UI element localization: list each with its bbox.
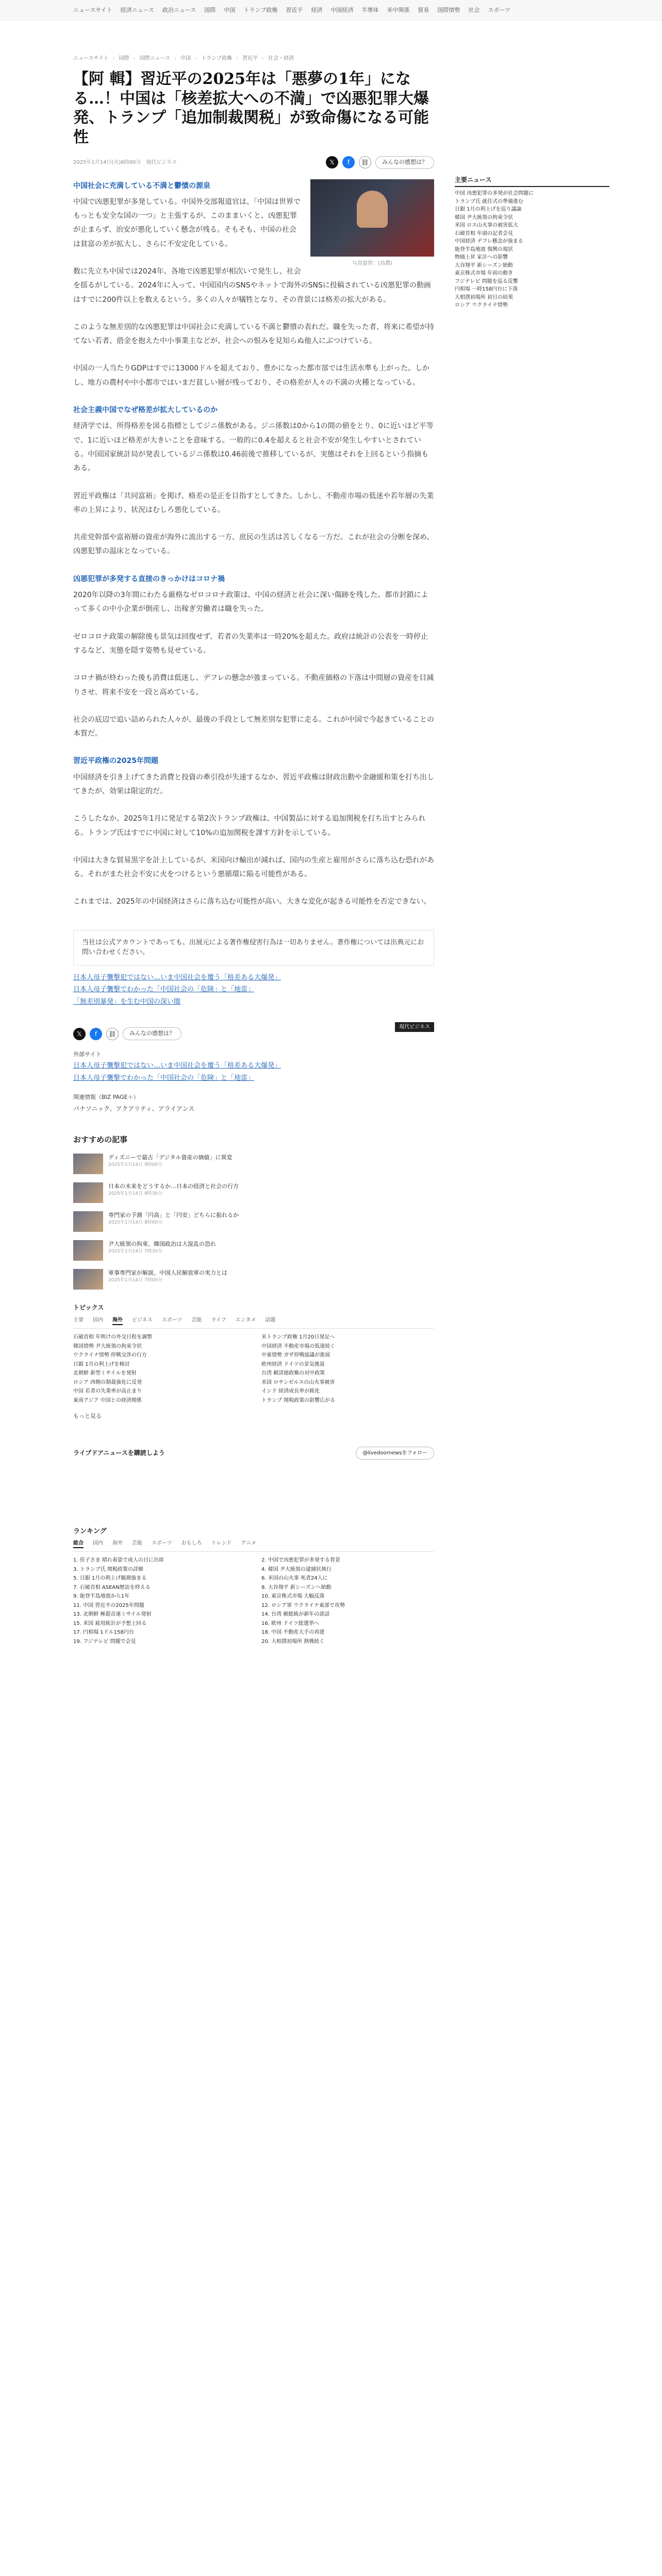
reco-list (73, 1154, 434, 1290)
facebook-share-icon[interactable]: f (342, 156, 355, 168)
breadcrumb-item[interactable]: ニュースサイト (73, 56, 109, 61)
section-heading: 凶悪犯罪が多発する直接のきっかけはコロナ禍 (73, 574, 225, 583)
topic-item[interactable]: 中東情勢 ガザ停戦協議が進展 (261, 1352, 330, 1359)
body-paragraph: 習近平政権は「共同富裕」を掲げ、格差の是正を目指すとしてきた。しかし、不動産市場の低迷や若年層の失業率の上昇により、状況はむしろ悪化している。 (73, 492, 434, 514)
ranking-tab[interactable]: 国内 (93, 1540, 103, 1547)
topics-tab[interactable]: 国内 (93, 1317, 103, 1324)
ranking-item[interactable]: 1. 佳子さま 晴れ着姿で成人の日に出席 (73, 1557, 164, 1564)
sidebar-news-item[interactable]: ロシア ウクライナ情勢 (455, 302, 508, 308)
ranking-tabs (73, 1539, 434, 1552)
ranking-item[interactable]: 16. 欧州 ドイツ総選挙へ (261, 1620, 319, 1626)
reco-item[interactable] (73, 1182, 434, 1203)
follow-button[interactable]: @livedoornewsをフォロー (356, 1447, 434, 1460)
sidebar-news-item[interactable]: 中国経済 デフレ懸念が強まる (455, 239, 523, 244)
x-share-icon[interactable]: 𝕏 (73, 1028, 86, 1040)
topics-tab[interactable]: ライフ (211, 1317, 226, 1324)
ranking-tab[interactable]: 海外 (112, 1540, 123, 1547)
breadcrumb-separator: › (133, 56, 136, 61)
sidebar-news-item[interactable]: 東京株式市場 年初の動き (455, 270, 514, 276)
topics-tab[interactable]: エンタメ (235, 1317, 256, 1324)
body-paragraph: 中国は大きな貿易黒字を計上しているが、米国向け輸出が減れば、国内の生産と雇用がさらに落ち込む恐れがある。それがまた社会不安に火をつけるという悪循環に陥る可能性がある。 (73, 856, 434, 879)
top-nav-item[interactable]: トランプ政権 (243, 6, 278, 13)
topic-item[interactable]: 中国 若者の失業率が高止まり (73, 1388, 142, 1395)
body-paragraph: 社会の底辺で追い詰められた人々が、最後の手段として無差別な犯罪に走る。これが中国で今起きていることの本質だ。 (73, 715, 434, 738)
sidebar-list (455, 190, 609, 310)
sidebar-news-item[interactable]: 米国 ロス山火事の被害拡大 (455, 223, 519, 228)
ranking-item[interactable]: 15. 米国 雇用統計が予想上回る (73, 1620, 147, 1626)
top-nav-item[interactable]: 貿易 (418, 6, 429, 13)
top-nav-item[interactable]: 習近平 (286, 6, 303, 13)
reco-item[interactable] (73, 1211, 434, 1232)
article-title: 【阿 輯】習近平の2025年は「悪夢の1年」になる…！中国は「核差拡大への不満」で凶悪犯罪大爆発、トランプ「追加制裁関税」が致命傷になる可能性 (73, 70, 429, 146)
sidebar-news-item[interactable]: 韓国 尹大統領の拘束令状 (455, 214, 514, 221)
reco-item[interactable] (73, 1154, 434, 1174)
topic-item[interactable]: 中国経済 不動産市場の低迷続く (261, 1343, 336, 1349)
ranking-tab[interactable]: アニメ (241, 1540, 256, 1547)
related-links (73, 973, 434, 1007)
source-tag: 現代ビジネス (395, 1022, 434, 1032)
sidebar-news-item[interactable]: 円相場 一時158円台に下落 (455, 286, 518, 292)
share-bar (326, 156, 434, 169)
topic-item[interactable]: 北朝鮮 新型ミサイルを発射 (73, 1370, 137, 1377)
breadcrumb-item[interactable]: 国際ニュース (139, 56, 171, 61)
top-nav-item[interactable]: 国際 (204, 6, 216, 13)
topic-item[interactable]: 米トランプ政権 1月20日発足へ (261, 1334, 335, 1341)
topic-item[interactable]: 韓国情勢 尹大統領の拘束令状 (73, 1343, 142, 1349)
ranking-item[interactable]: 5. 日銀 1月の利上げ観測強まる (73, 1575, 147, 1582)
facebook-share-icon[interactable]: f (90, 1028, 102, 1040)
article-meta (73, 156, 434, 169)
sidebar-news-item[interactable]: トランプ氏 就任式の準備進む (455, 198, 524, 205)
top-nav-item[interactable]: 中国 (224, 6, 236, 13)
copyright-notice: 当社は公式アカウントであっても、出展元による著作権侵害行為は一切ありません。著作権については出典元にお問い合わせください。 (73, 930, 434, 965)
ranking-item[interactable]: 18. 中国 不動産大手の再建 (261, 1630, 325, 1636)
breadcrumb-separator: › (112, 56, 115, 61)
topic-item[interactable]: インド 経済成長率が鈍化 (261, 1388, 320, 1395)
keywords: パナソニック、アクアリティ、アライアンス (73, 1105, 195, 1112)
external-links (73, 1061, 434, 1083)
topics-tabs (73, 1316, 434, 1329)
sidebar-news-item[interactable]: 中国 凶悪犯罪の多発が社会問題に (455, 191, 534, 196)
top-nav-item[interactable]: 政治ニュース (162, 6, 196, 13)
article-date: 2025年1月14日(火)6時00分 (73, 159, 141, 165)
sidebar (455, 21, 609, 1646)
topics-tab[interactable]: 主要 (73, 1317, 84, 1324)
ranking-tab[interactable]: 芸能 (132, 1540, 142, 1547)
external-heading: 外部サイト (73, 1050, 102, 1058)
topics-tab[interactable]: スポーツ (161, 1317, 183, 1324)
ranking-tab[interactable]: 総合 (73, 1539, 84, 1548)
ranking-tab[interactable]: スポーツ (152, 1540, 172, 1547)
body-paragraph: 中国で凶悪犯罪が多発している。中国外交部報道官は、「中国は世界でもっとも安全な国の一つ」と主張するが、このままいくと、凶悪犯罪が止まらず、治安が悪化していく懸念が残る。そもそも、中国の社会は貧富の差が拡大し、さらに不安定化している。 (73, 197, 301, 248)
ranking-item[interactable]: 8. 大谷翔平 新シーズンへ始動 (261, 1584, 332, 1590)
reco-item[interactable] (73, 1240, 434, 1261)
reco-title: 軍事専門家が解説、中国人民解放軍の実力とは (108, 1269, 227, 1277)
ranking-item[interactable]: 7. 石破首相 ASEAN歴訪を終える (73, 1584, 151, 1590)
related-link[interactable]: 日本人母子襲撃でわかった「中国社会の「危険」と「地雷」 (73, 986, 255, 994)
reco-thumbnail (73, 1154, 103, 1174)
ranking-tab[interactable]: おもしろ (181, 1540, 202, 1547)
reco-date: 2025年1月14日 7時30分 (108, 1248, 163, 1254)
ranking-item[interactable]: 20. 大相撲初場所 熱戦続く (261, 1638, 325, 1645)
sidebar-news-item[interactable]: 物価上昇 家計への影響 (455, 255, 508, 260)
breadcrumb-item[interactable]: 国際 (119, 56, 129, 61)
body-paragraph: このような無差別的な凶悪犯罪は中国社会に充満している不満と鬱憤の表れだ。職を失った者、将来に希望が持てない若者、借金を抱えた中小事業主などが、社会への恨みを見知らぬ他人にぶつけている。 (73, 323, 434, 346)
body-paragraph: 中国の一人当たりGDPはすでに13000ドルを超えており、豊かになった都市部では生活水準も上がった。しかし、地方の農村や中小都市ではいまだ貧しい層が残っており、その格差が人々の不満の火種となっている。 (73, 364, 430, 387)
link-copy-icon[interactable]: ⛓ (359, 156, 371, 168)
body-paragraph: コロナ禍が終わった後も消費は低迷し、デフレの懸念が強まっている。不動産価格の下落は中間層の資産を目減りさせ、将来不安を一段と高めている。 (73, 674, 434, 697)
ranking-item[interactable]: 19. フジテレビ 問題で会見 (73, 1638, 136, 1645)
topic-item[interactable]: 石破首相 年明けの外交日程を調整 (73, 1334, 153, 1341)
section-heading: 社会主義中国でなぜ格差が拡大しているのか (73, 406, 218, 415)
breadcrumb-item[interactable]: トランプ政権 (201, 56, 233, 61)
top-nav-item[interactable]: 経済 (311, 6, 323, 13)
reco-title: ディズニーで最古「デジタル資産の価値」に異変 (108, 1154, 233, 1161)
article-body (73, 179, 434, 909)
more-link[interactable]: もっと見る (73, 1413, 102, 1420)
share-bar-bottom (73, 1027, 395, 1040)
reco-thumbnail (73, 1269, 103, 1290)
breadcrumb-item[interactable]: 習近平 (242, 56, 258, 61)
body-paragraph: 共産党幹部や富裕層の資産が海外に流出する一方、庶民の生活は苦しくなる一方だ。これが社会の分断を深め、凶悪犯罪の温床となっている。 (73, 533, 434, 556)
sidebar-news-item[interactable]: 大相撲初場所 初日の結果 (455, 294, 514, 300)
reco-date: 2025年1月14日 9時00分 (108, 1162, 163, 1167)
ranking-item[interactable]: 3. トランプ氏 関税政策の詳細 (73, 1566, 143, 1572)
topics-tab[interactable]: 話題 (265, 1317, 276, 1324)
favorite-button[interactable]: みんなの感想は？ (123, 1027, 181, 1040)
ranking-item[interactable]: 9. 能登半島地震から1年 (73, 1594, 130, 1600)
breadcrumb-item[interactable]: 中国 (180, 56, 191, 61)
breadcrumb-separator: › (262, 56, 264, 61)
body-paragraph: 2020年以降の3年間にわたる厳格なゼロコロナ政策は、中国の経済と社会に深い傷跡を残した。都市封鎖によって多くの中小企業が倒産し、出稼ぎ労働者は職を失った。 (73, 591, 428, 614)
top-nav-item[interactable]: 半導体 (361, 6, 379, 13)
top-nav-item[interactable]: 国際情勢 (437, 6, 460, 13)
ranking-grid (73, 1556, 434, 1646)
main-column (73, 21, 434, 1646)
related-link[interactable]: 「無差別暴発」を生む中国の深い闇 (73, 997, 181, 1006)
top-nav-item[interactable]: 中国経済 (330, 6, 354, 13)
ranking-item[interactable]: 12. ロシア軍 ウクライナ東部で攻勢 (261, 1602, 345, 1608)
top-nav-item[interactable]: 経済ニュース (120, 6, 154, 13)
sidebar-news-item[interactable]: 日銀 1月の利上げを巡り議論 (455, 207, 522, 212)
subscribe-label: ライブドアニュースを購読しよう (73, 1449, 165, 1457)
topic-item[interactable]: 欧州経済 ドイツの景気後退 (261, 1361, 325, 1367)
reco-title: 尹大統領の拘束、韓国政治は大混乱の恐れ (108, 1241, 216, 1248)
ranking-item[interactable]: 13. 北朝鮮 極超音速ミサイル発射 (73, 1612, 152, 1618)
reco-title: 日本の未来をどうするか…日本の経済と社会の行方 (108, 1183, 239, 1190)
topic-item[interactable]: ウクライナ情勢 停戦交渉の行方 (73, 1352, 147, 1359)
reco-title: 専門家の予測「円高」と「円安」どちらに振れるか (108, 1212, 239, 1219)
ranking-item[interactable]: 4. 韓国 尹大統領の逮捕状執行 (261, 1566, 332, 1572)
ranking-item[interactable]: 17. 円相場 1ドル158円台 (73, 1630, 134, 1636)
sidebar-news-item[interactable]: 石破首相 年頭の記者会見 (455, 230, 514, 236)
top-nav-item[interactable]: ニュースサイト (73, 6, 112, 13)
related-link[interactable]: 日本人母子襲撃犯ではない…いま中国社会を覆う「格差ある大爆発」 (73, 973, 282, 981)
ranking-heading: ランキング (73, 1527, 107, 1535)
sidebar-news-item[interactable]: フジテレビ 問題を巡る反響 (455, 278, 518, 284)
topics-heading: トピックス (73, 1304, 104, 1312)
subscribe-row (73, 1447, 434, 1460)
body-paragraph: 中国経済を引き上げてきた消費と投資の牽引役が失速するなか、習近平政権は財政出動や金融緩和策を打ち出してきたが、効果は限定的だ。 (73, 773, 434, 795)
topic-item[interactable]: 台湾 頼清徳政権の対中政策 (261, 1370, 325, 1377)
topic-item[interactable]: 東南アジア 中国との経済関係 (73, 1397, 142, 1403)
body-paragraph: ゼロコロナ政策の解除後も景気は回復せず、若者の失業率は一時20%を超えた。政府は統計の公表を一時停止するなど、実態を隠す姿勢も見せている。 (73, 632, 428, 655)
reco-thumbnail (73, 1182, 103, 1203)
ranking-item[interactable]: 10. 東京株式市場 大幅反落 (261, 1594, 325, 1600)
reco-item[interactable] (73, 1269, 434, 1290)
sidebar-heading: 主要ニュース (455, 175, 609, 187)
reco-heading: おすすめの記事 (73, 1134, 128, 1144)
topic-item[interactable]: 米国 ロサンゼルスの山火事被害 (261, 1379, 335, 1385)
top-nav-item[interactable]: 社会 (468, 6, 480, 13)
breadcrumb-separator: › (236, 56, 239, 61)
breadcrumb-item[interactable]: 社会・経済 (268, 56, 294, 61)
x-share-icon[interactable]: 𝕏 (326, 156, 338, 168)
top-bar (0, 0, 662, 21)
sidebar-news-item[interactable]: 能登半島地震 復興の現状 (455, 246, 514, 252)
sidebar-news-item[interactable]: 大谷翔平 新シーズン始動 (455, 262, 513, 268)
ranking-tab[interactable]: トレンド (211, 1540, 232, 1547)
breadcrumb-separator: › (195, 56, 197, 61)
topics-grid (73, 1333, 434, 1405)
ranking-item[interactable]: 14. 台湾 頼総統が新年の談話 (261, 1612, 330, 1618)
topics-tab[interactable]: 海外 (112, 1316, 123, 1325)
topic-item[interactable]: トランプ 関税政策の影響広がる (261, 1397, 336, 1403)
top-nav (42, 0, 620, 21)
breadcrumb-separator: › (174, 56, 177, 61)
external-link[interactable]: 日本人母子襲撃でわかった「中国社会の「危険」と「地雷」 (73, 1074, 255, 1082)
external-link[interactable]: 日本人母子襲撃犯ではない…いま中国社会を覆う「格差ある大爆発」 (73, 1062, 282, 1070)
article-photo (310, 179, 434, 257)
top-nav-item[interactable]: 米中関係 (387, 6, 410, 13)
body-paragraph: これまでは、2025年の中国経済はさらに落ち込む可能性が高い。大きな変化が起きる可能性を否定できない。 (73, 897, 431, 906)
article-author: 現代ビジネス (146, 159, 177, 165)
photo-caption: 写真提供：(鳥撰) (352, 260, 392, 266)
body-paragraph: こうしたなか、2025年1月に発足する第2次トランプ政権は、中国製品に対する追加関税を打ち出すとみられる。トランプ氏はすでに中国に対して10%の追加関税を課す方針を示している。 (73, 815, 426, 837)
section-heading: 中国社会に充満している不満と鬱憤の源泉 (73, 181, 210, 190)
topics-tab[interactable]: 芸能 (191, 1317, 202, 1324)
keywords-heading: 関連情報（BIZ PAGE＋） (73, 1094, 139, 1101)
ranking-item[interactable]: 11. 中国 習近平の2025年問題 (73, 1602, 144, 1608)
reco-date: 2025年1月14日 8時00分 (108, 1219, 163, 1225)
breadcrumb (73, 21, 434, 70)
section-heading: 習近平政権の2025年問題 (73, 757, 158, 766)
topics-tab[interactable]: ビジネス (132, 1317, 153, 1324)
reco-date: 2025年1月14日 7時00分 (108, 1277, 163, 1283)
topic-item[interactable]: ロシア 西側の制裁強化に反発 (73, 1379, 142, 1385)
link-copy-icon[interactable]: ⛓ (106, 1028, 119, 1040)
body-paragraph: 経済学では、所得格差を図る指標としてジニ係数がある。ジニ係数は0から1の間の値をとり、0に近いほど平等で、1に近いほど格差が大きいことを意味する。一般的に0.4を超えると社会不安が発生しやすいとされている。中国国家統計局が発表しているジニ係数は0.46前後で推移しているが、実態はそれを上回るという指摘もある。 (73, 422, 434, 473)
favorite-button[interactable]: みんなの感想は？ (375, 156, 434, 169)
body-paragraph: 数に先立ち中国では2024年、各地で凶悪犯罪が相次いで発生し、社会を揺るがしている。2024年に入って、中国国内のSNSやネットで海外のSNSに投稿されている凶悪犯罪の動画はすでに200件以上を数えるという。多くの人々が犠牲となり、その背景には格差の拡大がある。 (73, 267, 431, 304)
reco-thumbnail (73, 1211, 103, 1232)
ranking-item[interactable]: 6. 米国の山火事 死者24人に (261, 1575, 328, 1582)
ranking-item[interactable]: 2. 中国で凶悪犯罪が多発する背景 (261, 1557, 340, 1564)
topic-item[interactable]: 日銀 1月の利上げを検討 (73, 1361, 130, 1367)
reco-thumbnail (73, 1240, 103, 1261)
top-nav-item[interactable]: スポーツ (488, 6, 510, 13)
reco-date: 2025年1月14日 8時30分 (108, 1191, 163, 1196)
